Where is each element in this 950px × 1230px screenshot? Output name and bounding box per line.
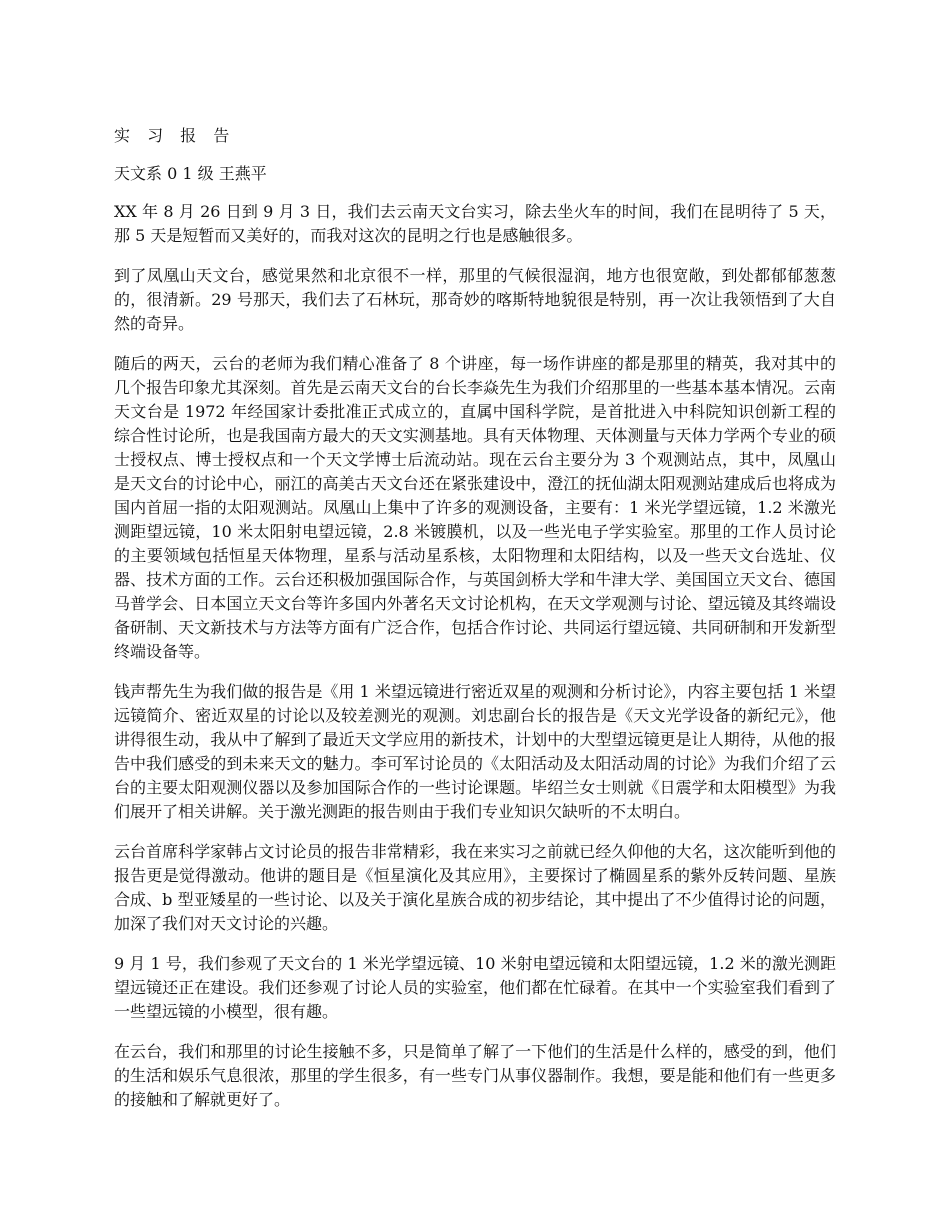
paragraph-6: 9 月 1 号，我们参观了天文台的 1 米光学望远镜、10 米射电望远镜和太阳望远镜，1.2 米的激光测距望远镜还正在建设。我们还参观了讨论人员的实验室，他们都在忙碌着。在其中一个实验室我们看到了一些望远镜的小模型，很有趣。	[114, 954, 836, 1021]
paragraph-1: XX 年 8 月 26 日到 9 月 3 日，我们去云南天文台实习，除去坐火车的时间，我们在昆明待了 5 天，那 5 天是短暂而又美好的，而我对这次的昆明之行也是感触很多。	[114, 202, 836, 245]
paragraph-4: 钱声帮先生为我们做的报告是《用 1 米望远镜进行密近双星的观测和分析讨论》，内容主要包括 1 米望远镜简介、密近双星的讨论以及较差测光的观测。刘忠副台长的报告是《天文光学设备的新纪元》，他讲得很生动，我从中了解到了最近天文学应用的新技术，计划中的大型望远镜更是让人期待，从他的报告中我们感受的到未来天文的魅力。李可军讨论员的《太阳活动及太阳活动周的讨论》为我们介绍了云台的主要太阳观测仪器以及参加国际合作的一些讨论课题。毕绍兰女士则就《日震学和太阳模型》为我们展开了相关讲解。关于激光测距的报告则由于我们专业知识欠缺听的不太明白。	[114, 682, 836, 821]
paragraph-5: 云台首席科学家韩占文讨论员的报告非常精彩，我在来实习之前就已经久仰他的大名，这次能听到他的报告更是觉得激动。他讲的题目是《恒星演化及其应用》，主要探讨了椭圆星系的紫外反转问题、星族合成、b 型亚矮星的一些讨论、以及关于演化星族合成的初步结论，其中提出了不少值得讨论的问题，加深了我们对天文讨论的兴趣。	[114, 842, 836, 933]
paragraph-7: 在云台，我们和那里的讨论生接触不多，只是简单了解了一下他们的生活是什么样的，感受的到，他们的生活和娱乐气息很浓，那里的学生很多，有一些专门从事仪器制作。我想，要是能和他们有一些更多的接触和了解就更好了。	[114, 1042, 836, 1109]
document-page	[114, 124, 836, 1128]
document-author: 天文系 0 1 级 王燕平	[114, 164, 267, 183]
paragraph-2: 到了凤凰山天文台，感觉果然和北京很不一样，那里的气候很湿润，地方也很宽敞，到处都郁郁葱葱的，很清新。29 号那天，我们去了石林玩，那奇妙的喀斯特地貌很是特别，再一次让我领悟到了大自然的奇异。	[114, 266, 836, 333]
paragraph-3: 随后的两天，云台的老师为我们精心准备了 8 个讲座，每一场作讲座的都是那里的精英，我对其中的几个报告印象尤其深刻。首先是云南天文台的台长李焱先生为我们介绍那里的一些基本基本情况。云南天文台是 1972 年经国家计委批准正式成立的，直属中国科学院，是首批进入中科院知识创新工程的综合性讨论所，也是我国南方最大的天文实测基地。具有天体物理、天体测量与天体力学两个专业的硕士授权点、博士授权点和一个天文学博士后流动站。现在云台主要分为 3 个观测站点，其中，凤凰山是天文台的讨论中心，丽江的高美古天文台还在紧张建设中，澄江的抚仙湖太阳观测站建成后也将成为国内首屈一指的太阳观测站。凤凰山上集中了许多的观测设备，主要有：1 米光学望远镜，1.2 米激光测距望远镜，10 米太阳射电望远镜，2.8 米镀膜机，以及一些光电子学实验室。那里的工作人员讨论的主要领域包括恒星天体物理，星系与活动星系核，太阳物理和太阳结构，以及一些天文台选址、仪器、技术方面的工作。云台还积极加强国际合作，与英国剑桥大学和牛津大学、美国国立天文台、德国马普学会、日本国立天文台等许多国内外著名天文讨论机构，在天文学观测与讨论、望远镜及其终端设备研制、天文新技术与方法等方面有广泛合作，包括合作讨论、共同运行望远镜、共同研制和开发新型终端设备等。	[114, 354, 836, 661]
document-title: 实 习 报 告	[114, 126, 236, 145]
